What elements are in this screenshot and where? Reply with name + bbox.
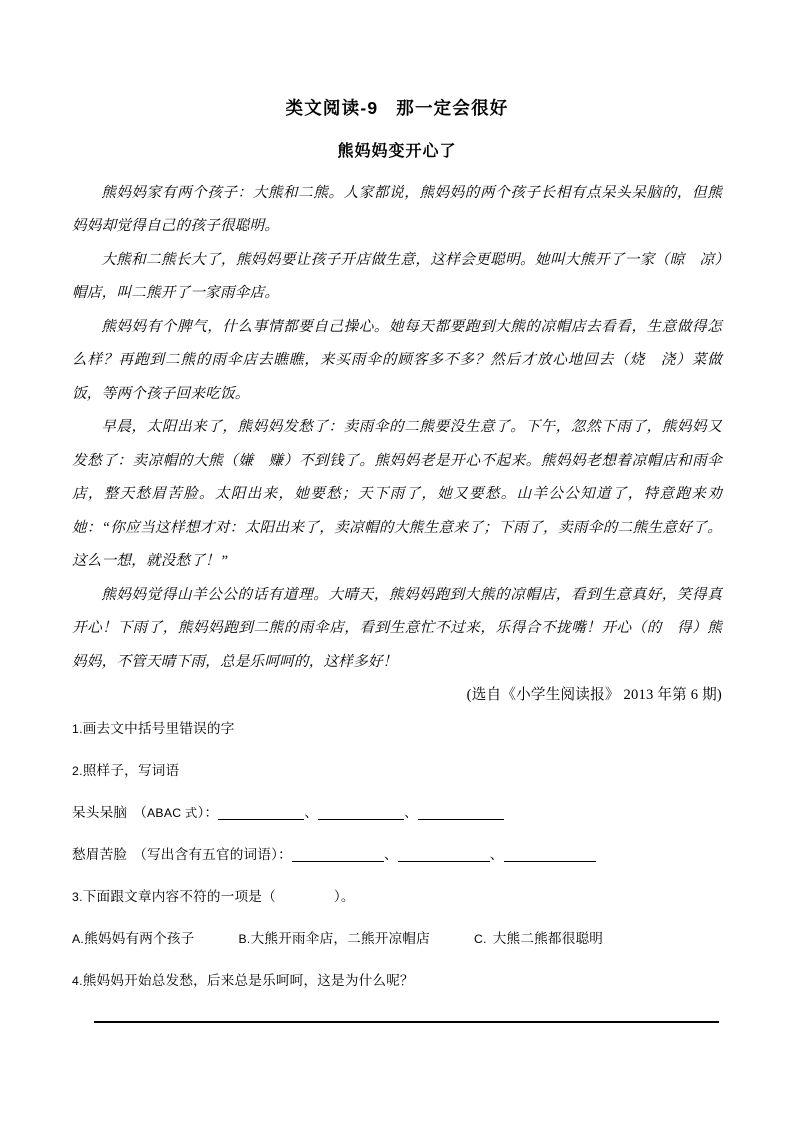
- question-1-number: 1.: [72, 721, 83, 736]
- option-b-label: B.: [238, 931, 251, 946]
- answer-blank[interactable]: [218, 804, 304, 820]
- hint-facial: 写出含有五官的词语: [146, 846, 272, 862]
- question-4: [72, 971, 722, 991]
- passage-paragraph-5: 熊妈妈觉得山羊公公的话有道理。大晴天，熊妈妈跑到大熊的凉帽店，看到生意真好，笑得真开心！下雨了，熊妈妈跑到二熊的雨伞店，看到生意忙不过来，乐得合不拢嘴！开心（的 得）熊妈妈，不管天晴下雨，总是乐呵呵的，这样多好！: [72, 586, 722, 670]
- answer-blank[interactable]: [318, 804, 404, 820]
- blank-separator: 、: [404, 804, 418, 820]
- question-3-number: 3.: [72, 889, 83, 904]
- option-a-label: A.: [72, 931, 85, 946]
- page-title-main: 类文阅读-9: [285, 98, 379, 118]
- questions-section: [72, 719, 722, 1023]
- question-2-number: 2.: [72, 763, 83, 778]
- hint-close-paren-1: ）：: [197, 804, 219, 820]
- question-2-item-2: [72, 845, 722, 865]
- question-3-text: 下面跟文章内容不符的一项是（: [82, 888, 276, 904]
- hint-close-paren-2: ）：: [271, 846, 292, 862]
- passage-paragraph-4: 早晨，太阳出来了，熊妈妈发愁了：卖雨伞的二熊要没生意了。下午，忽然下雨了，熊妈妈又发愁了：卖凉帽的大熊（嫌 赚）不到钱了。熊妈妈老是开心不起来。熊妈妈老想着凉帽店和雨伞店，整天愁眉苦脸。太阳出来，她要愁；天下雨了，她又要愁。山羊公公知道了，特意跑来劝她：“你应当这样想才对：太阳出来了，卖凉帽的大熊生意来了；下雨了，卖雨伞的二熊生意好了。这么一想，就没愁了！”: [72, 419, 722, 570]
- question-4-number: 4.: [72, 973, 83, 988]
- passage-paragraph-2: 大熊和二熊长大了，熊妈妈要让孩子开店做生意，这样会更聪明。她叫大熊开了一家（晾 凉）帽店，叫二熊开了一家雨伞店。: [72, 251, 722, 302]
- sample-word-facial: 愁眉苦脸: [72, 846, 128, 862]
- page-content: [72, 96, 722, 1023]
- option-c-label: C.: [473, 931, 487, 946]
- hint-open-paren-2: （: [133, 846, 147, 862]
- passage-paragraph-1: 熊妈妈家有两个孩子：大熊和二熊。人家都说，熊妈妈的两个孩子长相有点呆头呆脑的，但熊妈妈却觉得自己的孩子很聪明。: [72, 184, 722, 235]
- passage-source: (选自《小学生阅读报》 2013 年第 6 期): [466, 687, 722, 704]
- question-2-text: 照样子，写词语: [82, 762, 180, 778]
- question-1-text: 画去文中括号里错误的字: [82, 720, 235, 736]
- question-3-options: [72, 929, 722, 949]
- option-c-text[interactable]: 大熊二熊都很聪明: [492, 930, 604, 946]
- page-title-sub: 那一定会很好: [396, 98, 509, 118]
- blank-separator: 、: [383, 846, 398, 862]
- question-3-text-after: ）。: [333, 888, 355, 904]
- question-2: [72, 761, 722, 781]
- question-2-item-1: [72, 803, 722, 823]
- option-a-text[interactable]: 熊妈妈有两个孩子: [84, 930, 195, 946]
- option-b-text[interactable]: 大熊开雨伞店，二熊开凉帽店: [250, 930, 430, 946]
- question-4-text: 熊妈妈开始总发愁，后来总是乐呵呵，这是为什么呢？: [82, 972, 414, 988]
- question-3: [72, 887, 722, 907]
- answer-blank[interactable]: [398, 846, 490, 862]
- answer-blank[interactable]: [418, 804, 504, 820]
- passage-body: [72, 177, 722, 680]
- article-title: 熊妈妈变开心了: [337, 142, 457, 160]
- passage-paragraph-3: 熊妈妈有个脾气，什么事情都要自己操心。她每天都要跑到大熊的凉帽店去看看，生意做得怎么样？再跑到二熊的雨伞店去瞧瞧，来买雨伞的顾客多不多？然后才放心地回去（烧 浇）菜做饭，等两个孩子回来吃饭。: [72, 318, 722, 402]
- answer-blank[interactable]: [292, 846, 384, 862]
- hint-abac: ABAC 式: [146, 805, 198, 820]
- question-1: [72, 719, 722, 739]
- blank-separator: 、: [304, 804, 319, 820]
- hint-open-paren-1: （: [133, 804, 147, 820]
- page-title: [72, 96, 722, 121]
- sample-word-abac: 呆头呆脑: [72, 804, 128, 820]
- answer-rule-line[interactable]: [94, 1021, 719, 1023]
- answer-blank[interactable]: [504, 846, 596, 862]
- blank-separator: 、: [489, 846, 504, 862]
